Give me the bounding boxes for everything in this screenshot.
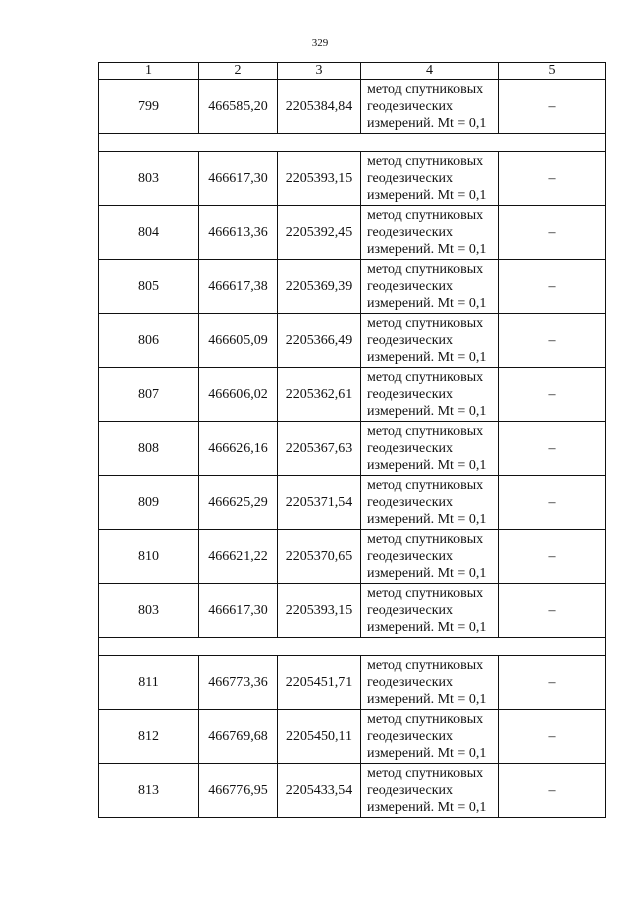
table-row: [99, 152, 606, 206]
method-cell: метод спутниковых геодезических измерений. Mt = 0,1: [361, 260, 499, 314]
header-cell-1: 1: [99, 63, 199, 80]
method-cell: метод спутниковых геодезических измерений. Mt = 0,1: [361, 584, 499, 638]
y-coordinate-cell: 2205371,54: [278, 476, 361, 530]
table-row: [99, 260, 606, 314]
point-number-cell: 799: [99, 80, 199, 134]
method-cell: метод спутниковых геодезических измерений. Mt = 0,1: [361, 476, 499, 530]
note-cell: –: [499, 530, 606, 584]
y-coordinate-cell: 2205393,15: [278, 152, 361, 206]
point-number-cell: 805: [99, 260, 199, 314]
y-coordinate-cell: 2205362,61: [278, 368, 361, 422]
y-coordinate-cell: 2205451,71: [278, 656, 361, 710]
y-coordinate-cell: 2205384,84: [278, 80, 361, 134]
method-cell: метод спутниковых геодезических измерений. Mt = 0,1: [361, 152, 499, 206]
x-coordinate-cell: 466773,36: [199, 656, 278, 710]
header-cell-4: 4: [361, 63, 499, 80]
table-row: [99, 476, 606, 530]
note-cell: –: [499, 80, 606, 134]
coordinates-table: [98, 62, 606, 818]
note-cell: –: [499, 152, 606, 206]
header-cell-3: 3: [278, 63, 361, 80]
x-coordinate-cell: 466617,30: [199, 152, 278, 206]
note-cell: –: [499, 314, 606, 368]
note-cell: –: [499, 710, 606, 764]
x-coordinate-cell: 466605,09: [199, 314, 278, 368]
method-cell: метод спутниковых геодезических измерений. Mt = 0,1: [361, 314, 499, 368]
x-coordinate-cell: 466776,95: [199, 764, 278, 818]
separator-cell: [99, 638, 606, 656]
table-separator-row: [99, 638, 606, 656]
table-row: [99, 314, 606, 368]
table-row: [99, 80, 606, 134]
note-cell: –: [499, 368, 606, 422]
method-cell: метод спутниковых геодезических измерений. Mt = 0,1: [361, 368, 499, 422]
point-number-cell: 803: [99, 152, 199, 206]
table-body: [99, 63, 606, 818]
x-coordinate-cell: 466621,22: [199, 530, 278, 584]
method-cell: метод спутниковых геодезических измерений. Mt = 0,1: [361, 530, 499, 584]
y-coordinate-cell: 2205393,15: [278, 584, 361, 638]
table-row: [99, 764, 606, 818]
note-cell: –: [499, 206, 606, 260]
x-coordinate-cell: 466585,20: [199, 80, 278, 134]
method-cell: метод спутниковых геодезических измерений. Mt = 0,1: [361, 422, 499, 476]
table-row: [99, 656, 606, 710]
method-cell: метод спутниковых геодезических измерений. Mt = 0,1: [361, 80, 499, 134]
header-cell-2: 2: [199, 63, 278, 80]
point-number-cell: 813: [99, 764, 199, 818]
point-number-cell: 804: [99, 206, 199, 260]
note-cell: –: [499, 476, 606, 530]
point-number-cell: 809: [99, 476, 199, 530]
point-number-cell: 807: [99, 368, 199, 422]
y-coordinate-cell: 2205433,54: [278, 764, 361, 818]
method-cell: метод спутниковых геодезических измерений. Mt = 0,1: [361, 764, 499, 818]
point-number-cell: 808: [99, 422, 199, 476]
y-coordinate-cell: 2205366,49: [278, 314, 361, 368]
y-coordinate-cell: 2205392,45: [278, 206, 361, 260]
point-number-cell: 803: [99, 584, 199, 638]
x-coordinate-cell: 466606,02: [199, 368, 278, 422]
x-coordinate-cell: 466625,29: [199, 476, 278, 530]
table-row: [99, 710, 606, 764]
point-number-cell: 811: [99, 656, 199, 710]
table-row: [99, 206, 606, 260]
note-cell: –: [499, 764, 606, 818]
x-coordinate-cell: 466617,30: [199, 584, 278, 638]
y-coordinate-cell: 2205367,63: [278, 422, 361, 476]
y-coordinate-cell: 2205369,39: [278, 260, 361, 314]
table-row: [99, 530, 606, 584]
header-cell-5: 5: [499, 63, 606, 80]
table-row: [99, 422, 606, 476]
table-row: [99, 584, 606, 638]
note-cell: –: [499, 260, 606, 314]
point-number-cell: 810: [99, 530, 199, 584]
note-cell: –: [499, 584, 606, 638]
x-coordinate-cell: 466613,36: [199, 206, 278, 260]
header-row: [99, 63, 606, 80]
note-cell: –: [499, 656, 606, 710]
y-coordinate-cell: 2205450,11: [278, 710, 361, 764]
note-cell: –: [499, 422, 606, 476]
x-coordinate-cell: 466617,38: [199, 260, 278, 314]
separator-cell: [99, 134, 606, 152]
table-separator-row: [99, 134, 606, 152]
point-number-cell: 812: [99, 710, 199, 764]
method-cell: метод спутниковых геодезических измерений. Mt = 0,1: [361, 656, 499, 710]
method-cell: метод спутниковых геодезических измерений. Mt = 0,1: [361, 710, 499, 764]
point-number-cell: 806: [99, 314, 199, 368]
x-coordinate-cell: 466626,16: [199, 422, 278, 476]
page-number: 329: [311, 37, 329, 49]
method-cell: метод спутниковых геодезических измерений. Mt = 0,1: [361, 206, 499, 260]
y-coordinate-cell: 2205370,65: [278, 530, 361, 584]
x-coordinate-cell: 466769,68: [199, 710, 278, 764]
table-row: [99, 368, 606, 422]
